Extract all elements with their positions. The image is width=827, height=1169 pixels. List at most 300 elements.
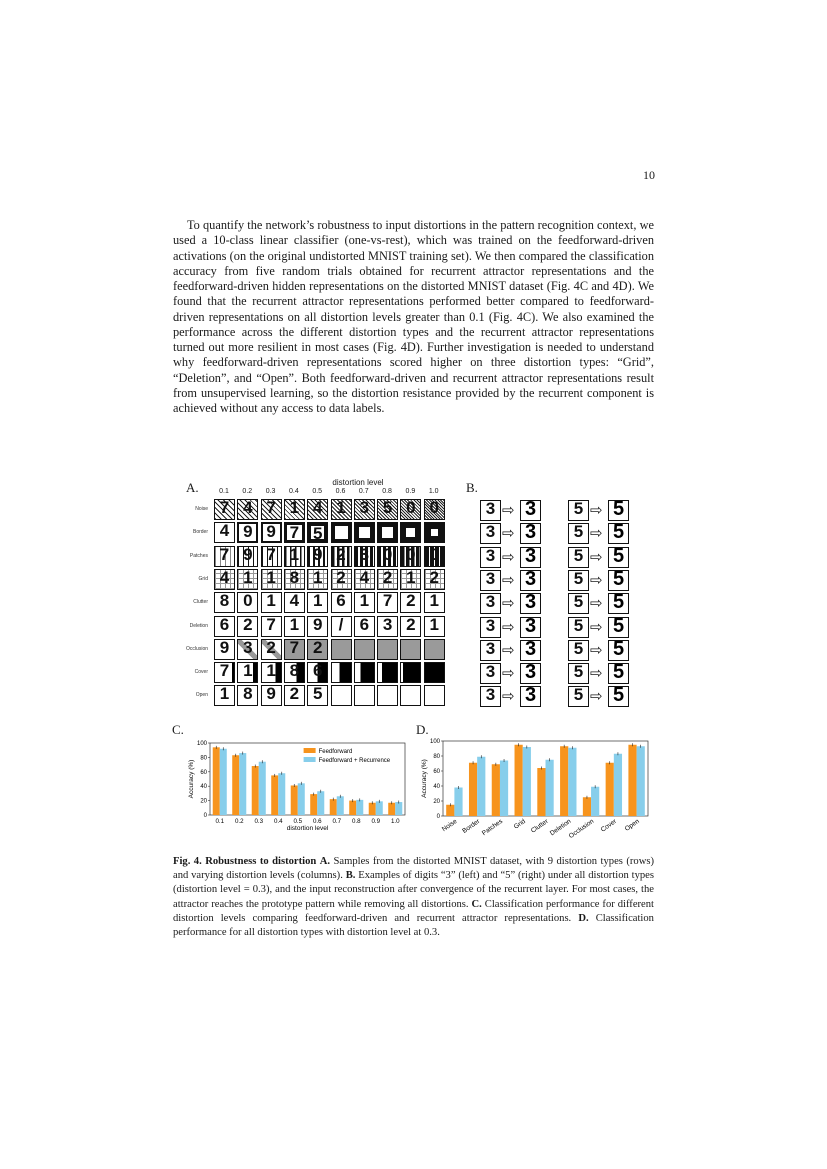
sample-thumbnail xyxy=(284,546,305,567)
bar-feedforward xyxy=(469,763,477,816)
y-tick-label: 0 xyxy=(436,814,440,820)
reconstruction-thumbnail xyxy=(608,617,629,638)
sample-thumbnail xyxy=(377,569,398,590)
sample-thumbnail xyxy=(261,522,282,543)
bar-feedforward xyxy=(213,747,220,815)
sample-thumbnail xyxy=(284,499,305,520)
reconstruction-arrow-icon: ⇨ xyxy=(590,594,603,613)
bar-feedforward xyxy=(583,797,591,816)
bar-feedforward xyxy=(291,785,298,815)
sample-digit-glyph: 1 xyxy=(266,592,276,611)
bar-feedforward xyxy=(232,755,239,815)
sample-digit-glyph: 8 xyxy=(243,685,253,704)
sample-digit-glyph: 7 xyxy=(266,545,276,564)
bar-feedforward xyxy=(537,768,545,816)
sample-thumbnail xyxy=(261,592,282,613)
caption-a-text: Samples from the distorted MNIST dataset, with 9 distortion types (rows) and varying distortion levels (columns). xyxy=(173,856,654,882)
sample-thumbnail xyxy=(284,685,305,706)
input-digit-glyph: 5 xyxy=(573,593,584,612)
sample-digit-glyph: 6 xyxy=(219,615,230,634)
sample-thumbnail xyxy=(307,546,328,567)
distortion-row-label: Patches xyxy=(189,552,208,559)
sample-digit-glyph: 2 xyxy=(336,545,346,564)
x-tick-label: Clutter xyxy=(529,817,550,835)
x-tick-label: 0.7 xyxy=(332,818,342,825)
bar-feedforward xyxy=(606,763,614,816)
reconstruction-arrow-icon: ⇨ xyxy=(590,524,603,543)
sample-thumbnail xyxy=(284,569,305,590)
sample-digit-glyph: 1 xyxy=(312,592,323,611)
sample-digit-glyph: 2 xyxy=(382,568,393,587)
x-tick-label: 0.4 xyxy=(273,818,283,825)
sample-thumbnail xyxy=(424,522,445,543)
distortion-row-label: Occlusion xyxy=(186,645,208,652)
y-tick-label: 20 xyxy=(200,798,207,805)
sample-thumbnail xyxy=(377,499,398,520)
sample-thumbnail xyxy=(261,569,282,590)
caption-fig-title: Robustness to distortion xyxy=(205,856,317,867)
sample-thumbnail xyxy=(284,522,305,543)
x-axis-label: distortion level xyxy=(286,825,329,832)
sample-thumbnail xyxy=(354,662,375,683)
sample-thumbnail xyxy=(400,569,421,590)
sample-thumbnail xyxy=(237,499,258,520)
sample-thumbnail xyxy=(331,616,352,637)
input-digit-glyph: 5 xyxy=(573,546,584,565)
sample-digit-glyph: 2 xyxy=(243,615,253,634)
sample-thumbnail xyxy=(377,592,398,613)
reconstruction-arrow-icon: ⇨ xyxy=(590,664,603,683)
input-thumbnail xyxy=(480,523,501,544)
sample-digit-glyph: 1 xyxy=(266,568,276,587)
sample-thumbnail xyxy=(307,569,328,590)
caption-d-label: D. xyxy=(578,912,589,924)
distortion-row-label: Noise xyxy=(195,506,208,512)
sample-digit-glyph: 1 xyxy=(289,499,300,517)
bar-recurrence xyxy=(568,748,576,816)
sample-digit-glyph: 3 xyxy=(359,499,370,517)
panel-c-chart xyxy=(170,736,415,836)
reconstruction-thumbnail xyxy=(608,500,629,521)
sample-thumbnail xyxy=(424,569,445,590)
sample-digit-glyph: 0 xyxy=(429,499,439,517)
reconstruction-digit-glyph: 5 xyxy=(612,500,625,520)
distortion-level-tick: 0.1 xyxy=(219,488,229,495)
reconstruction-thumbnail xyxy=(520,640,541,661)
reconstruction-thumbnail xyxy=(608,523,629,544)
input-digit-glyph: 5 xyxy=(573,686,584,705)
distortion-level-tick: 1.0 xyxy=(428,488,439,495)
sample-digit-glyph: 0 xyxy=(382,545,393,564)
sample-digit-glyph: 6 xyxy=(312,662,323,681)
reconstruction-arrow-icon: ⇨ xyxy=(502,501,515,519)
input-thumbnail xyxy=(480,547,501,568)
sample-digit-glyph: 2 xyxy=(406,615,416,634)
sample-digit-glyph: 9 xyxy=(312,615,323,634)
input-thumbnail xyxy=(568,640,589,661)
input-digit-glyph: 3 xyxy=(485,663,496,682)
sample-thumbnail xyxy=(424,662,445,683)
legend-swatch-recurrence xyxy=(304,757,316,762)
legend-label: Feedforward + Recurrence xyxy=(318,758,391,764)
sample-thumbnail xyxy=(261,546,282,567)
sample-digit-glyph: 6 xyxy=(359,615,370,634)
reconstruction-digit-glyph: 5 xyxy=(612,569,625,590)
caption-b-text: Examples of digits “3” (left) and “5” (right) under all distortion types (distortion level = 0.3), and the input reconstruction after convergence of the recurrent layer. For most cases, the attractor reaches the prototype pattern while removing all distortions. xyxy=(173,870,654,910)
x-tick-label: Cover xyxy=(599,817,618,834)
sample-digit-glyph: 1 xyxy=(289,545,300,564)
sample-thumbnail xyxy=(377,522,398,543)
legend-label: Feedforward xyxy=(318,749,353,755)
reconstruction-arrow-icon: ⇨ xyxy=(590,547,603,566)
x-tick-label: Grid xyxy=(512,817,527,831)
sample-thumbnail xyxy=(400,499,421,520)
sample-thumbnail xyxy=(237,569,258,590)
bar-feedforward xyxy=(271,775,278,815)
input-digit-glyph: 5 xyxy=(573,523,584,542)
panel-a-letter: A. xyxy=(186,480,199,495)
reconstruction-arrow-icon: ⇨ xyxy=(502,594,515,613)
sample-digit-glyph: 5 xyxy=(312,524,323,544)
page-number: 10 xyxy=(643,168,655,182)
sample-digit-glyph: 7 xyxy=(266,499,276,517)
input-digit-glyph: 3 xyxy=(485,569,496,588)
sample-thumbnail xyxy=(307,639,328,660)
sample-thumbnail xyxy=(400,546,421,567)
sample-thumbnail xyxy=(214,546,235,567)
sample-thumbnail xyxy=(354,616,375,637)
sample-thumbnail xyxy=(331,592,352,613)
distortion-level-tick: 0.5 xyxy=(312,488,323,495)
sample-thumbnail xyxy=(377,616,398,637)
panel-b-letter: B. xyxy=(466,480,478,495)
sample-thumbnail xyxy=(354,522,375,543)
sample-thumbnail xyxy=(331,662,352,683)
sample-digit-glyph: 9 xyxy=(266,522,276,542)
input-thumbnail xyxy=(568,663,589,684)
sample-digit-glyph: 8 xyxy=(289,568,300,587)
sample-thumbnail xyxy=(377,639,398,660)
input-digit-glyph: 3 xyxy=(485,500,496,518)
distortion-level-tick: 0.9 xyxy=(405,488,416,495)
sample-digit-glyph: 7 xyxy=(219,499,230,517)
sample-thumbnail xyxy=(377,685,398,706)
reconstruction-thumbnail xyxy=(520,523,541,544)
reconstruction-thumbnail xyxy=(520,570,541,591)
sample-digit-glyph: 7 xyxy=(289,638,300,657)
reconstruction-thumbnail xyxy=(520,686,541,707)
bar-feedforward xyxy=(369,803,376,815)
bar-recurrence xyxy=(477,757,485,816)
input-digit-glyph: 5 xyxy=(573,569,584,588)
distortion-row-label: Clutter xyxy=(193,599,208,606)
bar-recurrence xyxy=(591,787,599,816)
distortion-row-label: Grid xyxy=(198,575,208,582)
sample-thumbnail xyxy=(377,662,398,683)
sample-digit-glyph: 0 xyxy=(406,499,416,517)
reconstruction-thumbnail xyxy=(608,663,629,684)
caption-b-label: B. xyxy=(345,870,356,882)
reconstruction-digit-glyph: 5 xyxy=(612,593,625,614)
sample-thumbnail xyxy=(284,662,305,683)
reconstruction-thumbnail xyxy=(520,663,541,684)
sample-thumbnail xyxy=(307,662,328,683)
x-tick-label: 0.9 xyxy=(371,818,381,825)
reconstruction-digit-glyph: 5 xyxy=(612,639,625,660)
x-tick-label: 0.5 xyxy=(293,818,303,825)
input-thumbnail xyxy=(480,617,501,638)
sample-digit-glyph: 5 xyxy=(382,499,393,517)
sample-thumbnail xyxy=(424,592,445,613)
y-tick-label: 60 xyxy=(433,769,440,775)
caption-c-label: C. xyxy=(471,898,482,910)
y-tick-label: 80 xyxy=(200,755,207,762)
sample-thumbnail xyxy=(400,522,421,543)
reconstruction-arrow-icon: ⇨ xyxy=(502,617,515,636)
x-tick-label: 1.0 xyxy=(390,818,400,825)
bar-feedforward xyxy=(330,799,337,815)
reconstruction-arrow-icon: ⇨ xyxy=(502,687,515,706)
caption-c-text: Classification performance for different distortion levels comparing feedforward-driven and recurrent attractor representations. xyxy=(173,898,654,924)
bar-recurrence xyxy=(500,761,508,817)
sample-thumbnail xyxy=(237,616,258,637)
distortion-level-tick: 0.6 xyxy=(335,488,346,495)
sample-thumbnail xyxy=(424,546,445,567)
bar-recurrence xyxy=(259,762,266,815)
sample-thumbnail xyxy=(354,546,375,567)
x-tick-label: Noise xyxy=(440,817,459,834)
sample-digit-glyph: 1 xyxy=(243,662,253,681)
sample-thumbnail xyxy=(284,592,305,613)
input-digit-glyph: 3 xyxy=(485,546,496,565)
input-digit-glyph: 5 xyxy=(573,663,584,682)
figure-caption xyxy=(173,855,654,940)
bar-recurrence xyxy=(546,760,554,816)
body-paragraph-block xyxy=(173,218,654,416)
y-axis-label: Accuracy (%) xyxy=(188,759,195,799)
sample-digit-glyph: 2 xyxy=(289,685,300,704)
bar-feedforward xyxy=(628,745,636,816)
input-thumbnail xyxy=(568,500,589,521)
y-tick-label: 100 xyxy=(429,739,440,745)
sample-digit-glyph: 2 xyxy=(429,568,439,587)
caption-fig-label: Fig. 4. xyxy=(173,856,202,867)
reconstruction-digit-glyph: 3 xyxy=(524,639,537,660)
panel-d-letter: D. xyxy=(416,722,429,737)
sample-digit-glyph: 1 xyxy=(289,615,300,634)
bar-feedforward xyxy=(446,805,454,816)
input-thumbnail xyxy=(480,500,501,521)
bar-feedforward xyxy=(310,794,317,815)
bar-recurrence xyxy=(337,796,344,815)
reconstruction-digit-glyph: 3 xyxy=(524,593,537,614)
sample-thumbnail xyxy=(400,639,421,660)
input-thumbnail xyxy=(568,570,589,591)
sample-thumbnail xyxy=(214,499,235,520)
sample-thumbnail xyxy=(331,499,352,520)
sample-digit-glyph: 1 xyxy=(406,568,416,587)
sample-thumbnail xyxy=(354,639,375,660)
reconstruction-thumbnail xyxy=(520,500,541,521)
sample-thumbnail xyxy=(237,546,258,567)
input-digit-glyph: 5 xyxy=(573,500,584,518)
sample-digit-glyph: 6 xyxy=(336,592,346,611)
sample-digit-glyph: 0 xyxy=(429,545,439,564)
panel-a xyxy=(170,478,455,718)
sample-digit-glyph: 8 xyxy=(289,662,300,681)
input-digit-glyph: 3 xyxy=(485,686,496,705)
sample-digit-glyph: 7 xyxy=(219,545,230,564)
bar-recurrence xyxy=(298,783,305,815)
x-tick-label: Patches xyxy=(480,817,505,838)
sample-digit-glyph: 4 xyxy=(312,499,323,517)
sample-thumbnail xyxy=(214,522,235,543)
sample-thumbnail xyxy=(307,616,328,637)
input-digit-glyph: 3 xyxy=(485,523,496,542)
reconstruction-arrow-icon: ⇨ xyxy=(502,664,515,683)
input-digit-glyph: 5 xyxy=(573,616,584,635)
distortion-row-label: Cover xyxy=(194,669,208,676)
sample-thumbnail xyxy=(237,685,258,706)
reconstruction-digit-glyph: 5 xyxy=(612,686,625,707)
sample-digit-glyph: 4 xyxy=(359,568,370,587)
reconstruction-arrow-icon: ⇨ xyxy=(590,687,603,706)
reconstruction-arrow-icon: ⇨ xyxy=(590,617,603,636)
sample-thumbnail xyxy=(307,499,328,520)
caption-a-label: A. xyxy=(319,856,331,867)
sample-digit-glyph: 5 xyxy=(312,685,323,704)
input-thumbnail xyxy=(568,617,589,638)
sample-thumbnail xyxy=(261,616,282,637)
sample-digit-glyph: 2 xyxy=(266,638,276,657)
reconstruction-arrow-icon: ⇨ xyxy=(502,524,515,543)
distortion-level-tick: 0.8 xyxy=(382,488,392,495)
reconstruction-thumbnail xyxy=(608,686,629,707)
x-tick-label: Deletion xyxy=(548,817,573,838)
sample-digit-glyph: 7 xyxy=(382,592,393,611)
sample-digit-glyph: 1 xyxy=(219,685,230,704)
bar-feedforward xyxy=(349,801,356,815)
sample-digit-glyph: 1 xyxy=(266,662,276,681)
sample-thumbnail xyxy=(307,685,328,706)
y-tick-label: 0 xyxy=(203,813,207,819)
y-tick-label: 100 xyxy=(196,741,207,747)
x-tick-label: Occlusion xyxy=(567,817,596,841)
bar-recurrence xyxy=(637,746,645,816)
bar-recurrence xyxy=(376,801,383,815)
y-tick-label: 80 xyxy=(433,754,440,760)
legend-swatch-feedforward xyxy=(304,748,316,753)
sample-digit-glyph: 8 xyxy=(219,592,230,611)
sample-thumbnail xyxy=(354,685,375,706)
sample-digit-glyph: 1 xyxy=(243,568,253,587)
sample-thumbnail xyxy=(237,639,258,660)
sample-digit-glyph: 1 xyxy=(312,568,323,587)
panel-b xyxy=(480,500,650,720)
sample-thumbnail xyxy=(424,499,445,520)
reconstruction-thumbnail xyxy=(520,593,541,614)
sample-digit-glyph: 2 xyxy=(336,568,346,587)
sample-digit-glyph: 1 xyxy=(359,592,370,611)
x-tick-label: 0.6 xyxy=(312,818,322,825)
x-tick-label: 0.3 xyxy=(254,818,264,825)
sample-thumbnail xyxy=(331,522,352,543)
sample-thumbnail xyxy=(400,685,421,706)
sample-digit-glyph: / xyxy=(338,615,344,634)
bar-recurrence xyxy=(356,800,363,815)
y-tick-label: 40 xyxy=(200,784,207,791)
reconstruction-arrow-icon: ⇨ xyxy=(502,547,515,566)
bar-feedforward xyxy=(252,766,259,815)
distortion-level-tick: 0.3 xyxy=(265,488,276,495)
distortion-level-tick: 0.4 xyxy=(289,488,299,495)
sample-digit-glyph: 9 xyxy=(243,545,253,564)
sample-thumbnail xyxy=(331,685,352,706)
sample-digit-glyph: 7 xyxy=(219,662,230,681)
sample-thumbnail xyxy=(261,685,282,706)
bar-recurrence xyxy=(278,773,285,815)
bar-recurrence xyxy=(395,802,402,815)
sample-thumbnail xyxy=(237,662,258,683)
y-axis-label: Accuracy (%) xyxy=(421,759,428,798)
sample-thumbnail xyxy=(424,639,445,660)
sample-digit-glyph: 3 xyxy=(382,615,393,634)
reconstruction-thumbnail xyxy=(608,593,629,614)
reconstruction-thumbnail xyxy=(520,547,541,568)
sample-digit-glyph: 9 xyxy=(243,522,253,542)
y-tick-label: 60 xyxy=(200,769,207,776)
sample-thumbnail xyxy=(354,592,375,613)
reconstruction-arrow-icon: ⇨ xyxy=(502,570,515,589)
sample-digit-glyph: 0 xyxy=(243,592,253,611)
sample-thumbnail xyxy=(261,639,282,660)
sample-thumbnail xyxy=(377,546,398,567)
sample-digit-glyph: 1 xyxy=(336,499,346,517)
reconstruction-digit-glyph: 3 xyxy=(524,663,537,684)
bar-recurrence xyxy=(239,753,246,815)
sample-thumbnail xyxy=(307,522,328,543)
distortion-level-tick: 0.7 xyxy=(358,488,369,495)
sample-thumbnail xyxy=(214,639,235,660)
bar-feedforward xyxy=(560,746,568,816)
sample-digit-glyph: 3 xyxy=(359,545,370,564)
sample-thumbnail xyxy=(424,685,445,706)
input-thumbnail xyxy=(568,593,589,614)
reconstruction-thumbnail xyxy=(608,640,629,661)
input-thumbnail xyxy=(480,640,501,661)
bar-recurrence xyxy=(523,747,531,816)
input-thumbnail xyxy=(480,570,501,591)
sample-digit-glyph: 2 xyxy=(406,592,416,611)
input-thumbnail xyxy=(568,547,589,568)
reconstruction-digit-glyph: 5 xyxy=(612,523,625,544)
body-paragraph: To quantify the network’s robustness to input distortions in the pattern recognition context, we used a 10-class linear classifier (one-vs-rest), which was trained on the feedforward-driven activations (on the original undistorted MNIST training set). We then compared the classification accuracy from five random trials obtained for recurrent attractor representations and the feedforward-driven hidden representations on the distorted MNIST dataset (Fig. 4C and 4D). We found that the recurrent attractor representations performed better compared to feedforward-driven representations on all distortion levels greater than 0.1 (Fig. 4C). We also examined the performance across the different distortion types and the recurrent attractor representations turned out more resilient in most cases (Fig. 4D). Further investigation is needed to understand why feedforward-driven representations scored higher on three distortion types: “Grid”, “Deletion”, and “Open”. Both feedforward-driven and recurrent attractor representations result from unsupervised learning, so the distortion resistance provided by the recurrent component is achieved without any access to data labels. xyxy=(173,218,654,415)
input-thumbnail xyxy=(568,523,589,544)
sample-thumbnail xyxy=(284,616,305,637)
reconstruction-arrow-icon: ⇨ xyxy=(590,501,603,519)
reconstruction-digit-glyph: 3 xyxy=(524,616,537,637)
sample-digit-glyph: 4 xyxy=(219,522,230,541)
sample-thumbnail xyxy=(237,522,258,543)
distortion-level-title: distortion level xyxy=(332,478,384,487)
reconstruction-digit-glyph: 5 xyxy=(612,616,625,637)
sample-thumbnail xyxy=(214,662,235,683)
sample-thumbnail xyxy=(261,662,282,683)
x-tick-label: 0.1 xyxy=(215,818,225,825)
sample-digit-glyph: 4 xyxy=(243,499,253,517)
y-tick-label: 20 xyxy=(433,799,440,805)
figure-4 xyxy=(170,478,660,848)
